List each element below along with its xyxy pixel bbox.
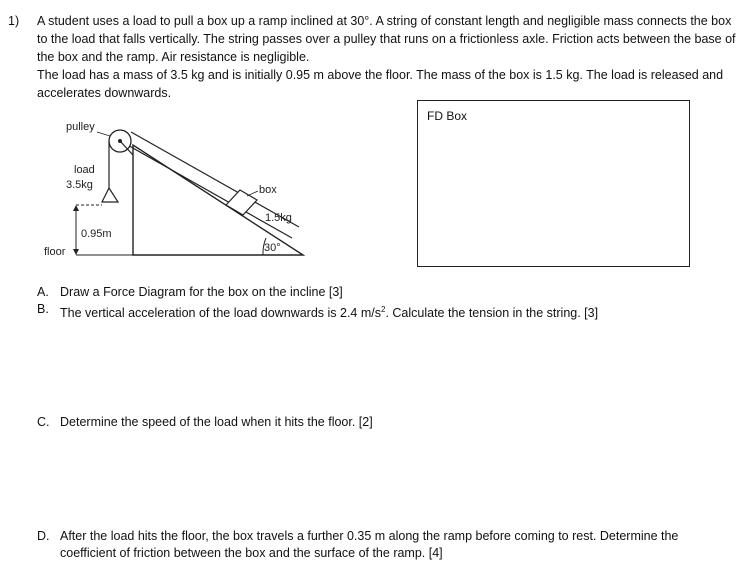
load-mass-label: 3.5kg — [66, 179, 93, 191]
stem-paragraph-1: A student uses a load to pull a box up a ramp inclined at 30°. A string of constant length and negligible mass connects the box to the load that falls vertically. The string passes over a pulley that runs on a frictionless axle. Friction acts between the base of the box and the ramp. Air resistance is negligible. — [37, 14, 736, 64]
part-b-text — [60, 301, 730, 322]
stem-paragraph-2: The load has a mass of 3.5 kg and is initially 0.95 m above the floor. The mass of the box is 1.5 kg. The load is released and accelerates downwards. — [37, 68, 724, 100]
pulley-label: pulley — [66, 121, 95, 133]
part-b-letter: B. — [37, 302, 49, 316]
load-weight — [102, 188, 118, 202]
box-label: box — [259, 184, 277, 196]
part-a-text: Draw a Force Diagram for the box on the incline [3] — [60, 285, 343, 299]
question-stem — [37, 12, 737, 102]
fd-box-label: FD Box — [427, 109, 468, 123]
part-b-text-after: . Calculate the tension in the string. [3] — [385, 306, 599, 321]
part-d-text: After the load hits the floor, the box travels a further 0.35 m along the ramp before coming to rest. Determine the coefficient of friction between the box and the surface of the ramp. [4] — [60, 529, 679, 560]
angle-label: 30° — [264, 242, 281, 254]
box-mass-label: 1.5kg — [265, 212, 292, 224]
height-arrow-top — [73, 205, 79, 211]
part-a-letter: A. — [37, 285, 49, 299]
ramp-diagram — [40, 110, 310, 270]
floor-label: floor — [44, 246, 66, 258]
ramp-triangle — [133, 145, 303, 255]
pulley-label-leader — [97, 132, 110, 136]
part-c-letter: C. — [37, 415, 50, 429]
load-label: load — [74, 164, 95, 176]
question-number: 1) — [8, 14, 20, 28]
part-b-text-before: The vertical acceleration of the load downwards is 2.4 m/s — [60, 306, 381, 321]
height-arrow-bottom — [73, 249, 79, 255]
box-label-leader — [247, 191, 258, 196]
part-c-text: Determine the speed of the load when it hits the floor. [2] — [60, 415, 373, 429]
force-diagram-box[interactable] — [417, 100, 690, 267]
ramp-diagram-svg — [40, 110, 310, 270]
part-d-letter: D. — [37, 529, 50, 543]
part-b-superscript: 2 — [381, 305, 386, 314]
height-label: 0.95m — [81, 228, 112, 240]
